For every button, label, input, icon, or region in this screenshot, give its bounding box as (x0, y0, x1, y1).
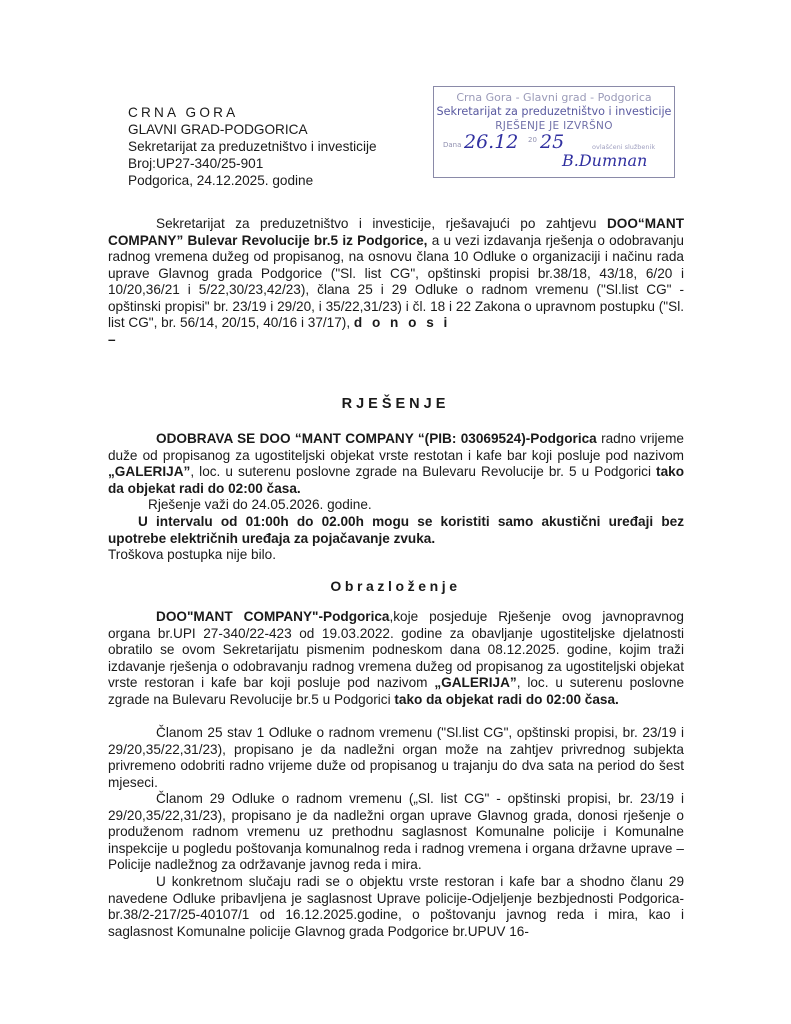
city-name: GLAVNI GRAD-PODGORICA (128, 122, 308, 137)
document-number: Broj:UP27-340/25-901 (128, 156, 264, 171)
decision-paragraph (108, 431, 684, 497)
decision-location: , loc. u suterenu poslovne zgrade na Bulevaru Revolucije br. 5 u Podgorici (190, 464, 657, 479)
company-name: DOO“MANT COMPANY” Bulevar Revolucije br.5 iz Podgorice, (108, 216, 684, 248)
reasoning-text: ,koje posjeduje Rješenje ovog javnopravnog organa br.UPI 27-340/22-423 od 19.03.2022. godine za obavljanje ugostiteljske djelatnosti obratilo se ovom Sekretarijatu pismenim podneskom dana 08.12.2025. godine, kojim traži izdavanje rješenja o odobravanju radnog vremena dužeg od propisanog za ugostiteljski objekat vrste restoran i kafe bar koji posluje pod nazivom (108, 609, 684, 690)
venue-name: „GALERIJA” (108, 464, 191, 479)
costs-line: Troškova postupka nije bilo. (108, 547, 276, 562)
donosi-word: d o n o s i (353, 315, 451, 330)
concrete-case-text: U konkretnom slučaju radi se o objektu vrste restoran i kafe bar a shodno članu 29 navedene Odluke pribavljena je saglasnost Uprave policije-Odjeljenje bezbjednosti Podgorica- br.38/2-217/25-40107/1 od 16.12.2025.godine, o poštovanju javnog reda i mira, kao i saglasnost Komunalne policije Glavnog grada Podgorice br.UPUV 16- (108, 874, 684, 939)
department-name: Sekretarijat za preduzetništvo i investicije (128, 139, 377, 154)
letterhead (128, 104, 377, 189)
closing-time-2: tako da objekat radi do 02:00 časa. (394, 691, 619, 707)
stamp-year-label: 20 (528, 136, 537, 144)
reasoning-paragraph-2 (108, 725, 684, 791)
stamp-year: 25 (540, 131, 565, 153)
closing-time: tako da objekat radi do 02:00 časa. (108, 464, 684, 496)
dash: – (108, 331, 116, 347)
stamp-line-3: RJEŠENJE JE IZVRŠNO (495, 120, 613, 132)
reasoning-paragraph-1 (108, 609, 684, 708)
interval-text: U intervalu od 01:00h do 02.00h mogu se koristiti samo akustični uređaji bez upotrebe električnih uređaja za pojačavanje zvuka. (108, 514, 684, 546)
article-29-text: Članom 29 Odluke o radnom vremenu („Sl. list CG" - opštinski propisi, br. 23/19 i 29/20,35/22,31/23), propisano je da nadležni organ uprave Glavnog grada, donosi rješenje o produženom radnom vremenu uz prethodnu saglasnost Komunalne policije i Komunalne inspekcije u pogledu poštovanja komunalnog reda i radnog vremena i organa državne uprave – Policije nadležnog za održavanje javnog reda i mira. (108, 791, 684, 872)
intro-paragraph (108, 216, 684, 348)
stamp-line-1: Crna Gora - Glavni grad - Podgorica (456, 91, 652, 104)
reasoning-paragraph-3 (108, 791, 684, 874)
stamp-dana-label: Dana (443, 141, 462, 149)
stamp-line-2: Sekretarijat za preduzetništvo i investicije (436, 105, 672, 118)
intro-legal-basis: a u vezi izdavanja rješenja o odobravanju radnog vremena dužeg od propisanog, na osnovu člana 10 Odluke o organizaciji i načinu rada uprave Glavnog grada Podgorice ("Sl. list CG", opštinski propisi br.38/18, 43/18, 6/20 i 10/20,36/21 i 5/22,30/23,42/23), člana 25 i 29 Odluke o radnom vremenu ("Sl.list CG" - opštinski propisi" br. 23/19 i 29/20, i 35/22,31/23) i čl. 18 i 22 Zakona o upravnom postupku ("Sl. list CG", br. 56/14, 20/15, 40/16 i 37/17), (108, 232, 684, 330)
place-date: Podgorica, 24.12.2025. godine (128, 173, 314, 188)
reasoning-location: , loc. u suterenu poslovne zgrade na Bulevaru Revolucije br.5 u Podgorici (108, 675, 685, 707)
reasoning-company: DOO"MANT COMPANY"-Podgorica (156, 609, 390, 624)
stamp-official-label: ovlašćeni službenik (592, 143, 656, 151)
interval-paragraph (108, 514, 684, 547)
article-25-text: Članom 25 stav 1 Odluke o radnom vremenu ("Sl.list CG", opštinski propisi, br. 23/19 i 29/20,35/22,31/23), propisano je da nadležni organ može na zahtjev privrednog subjekta privremeno odobriti radno vrijeme duže od propisanog u trajanju do dva sata na period do šest mjeseci. (108, 725, 684, 790)
decision-title: RJEŠENJE (341, 396, 450, 412)
country-name: CRNA GORA (128, 105, 239, 120)
venue-name-2: „GALERIJA” (434, 675, 517, 690)
reasoning-paragraph-4 (108, 874, 684, 940)
decision-text: radno vrijeme duže od propisanog za ugostiteljski objekat vrste restotan i kafe bar koji posluje pod nazivom (108, 431, 684, 463)
validity-line: Rješenje važi do 24.05.2026. godine. (148, 497, 372, 512)
reasoning-title: Obrazloženje (330, 578, 461, 594)
stamp-date: 26.12 (464, 131, 519, 153)
intro-text: Sekretarijat za preduzetništvo i investicije, rješavajući po zahtjevu (156, 216, 607, 231)
signature: B.Dumnan (562, 151, 648, 170)
approved-company: ODOBRAVA SE DOO “MANT COMPANY “(PIB: 03069524)-Podgorica (156, 431, 597, 446)
enforceability-stamp (433, 86, 675, 178)
